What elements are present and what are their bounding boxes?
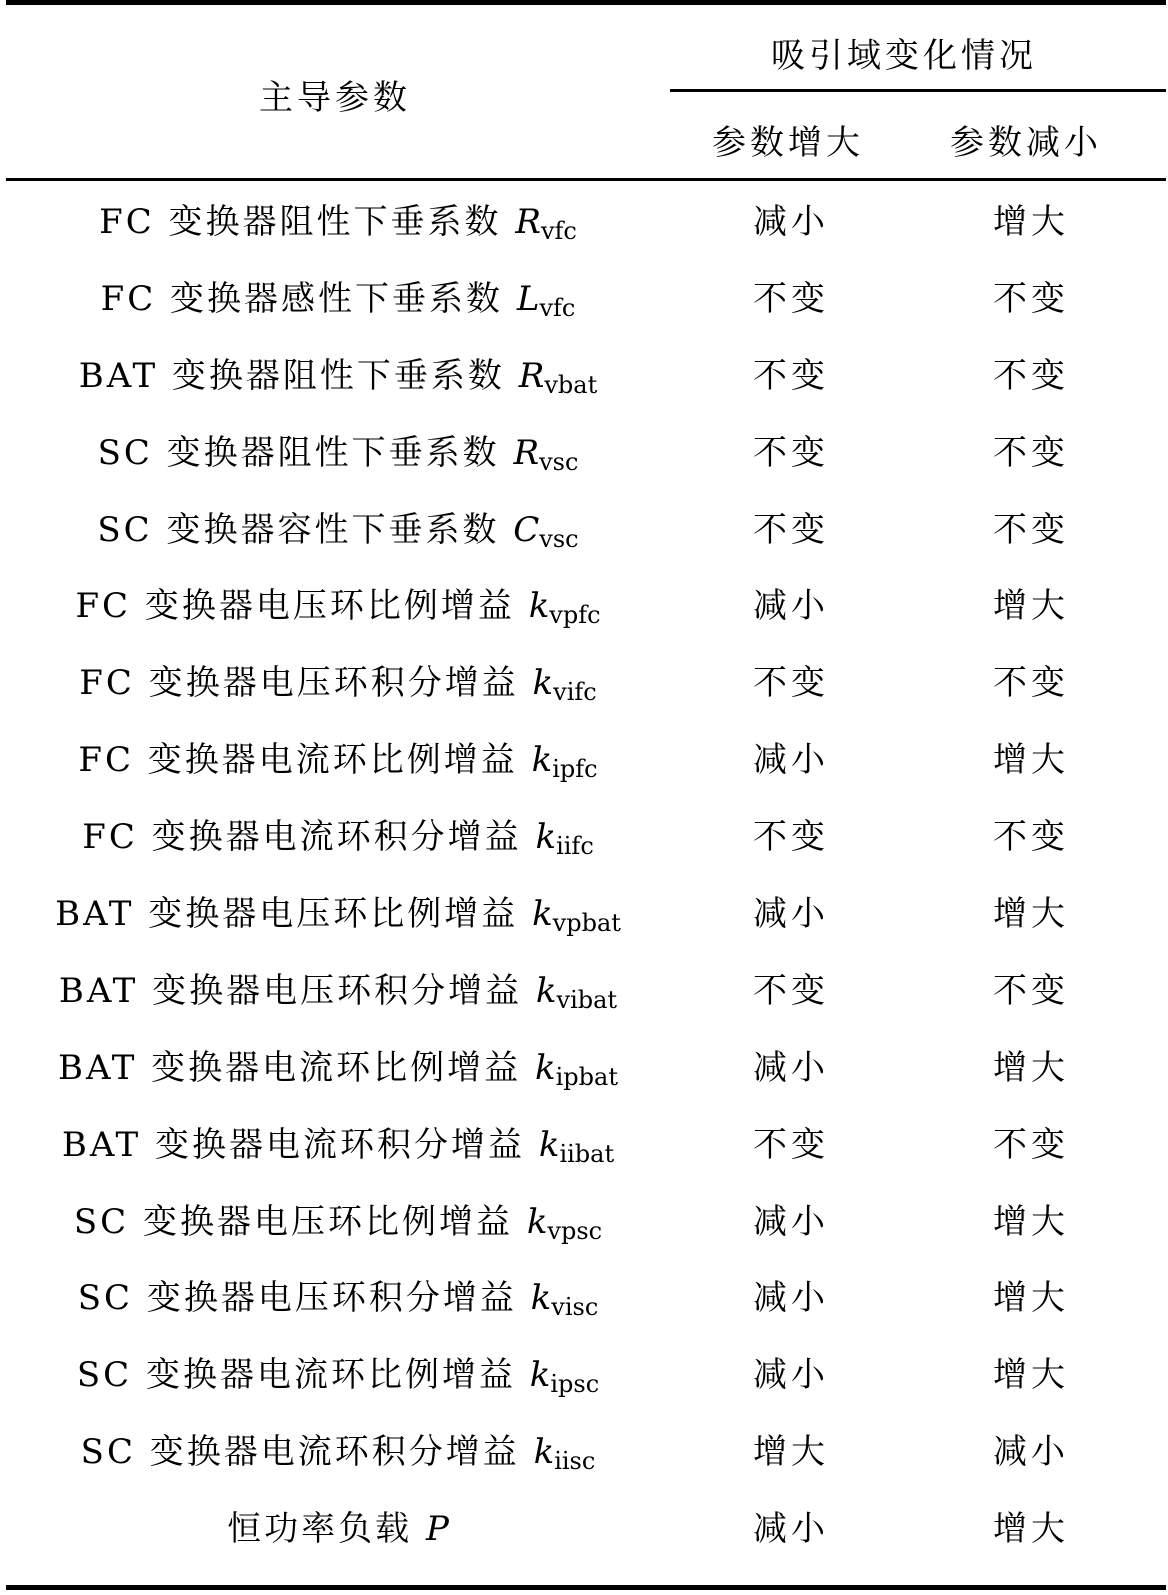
param-symbol: k: [533, 1432, 555, 1473]
param-name: SC 变换器阻性下垂系数: [97, 432, 514, 473]
table-row: [6, 722, 1166, 799]
param-name: BAT 变换器电流环积分增益: [61, 1124, 539, 1165]
decrease-effect-cell: 增大: [993, 1201, 1069, 1242]
decrease-effect-cell: 不变: [993, 970, 1069, 1011]
table-row: [6, 1184, 1166, 1261]
param-symbol: k: [538, 1124, 560, 1165]
param-subscript: vpbat: [552, 909, 621, 938]
param-name-cell: [6, 568, 670, 645]
param-name: 恒功率负载: [227, 1509, 426, 1550]
increase-effect-cell: 不变: [753, 432, 829, 473]
param-subscript: ipsc: [550, 1370, 600, 1399]
param-subscript: vibat: [556, 985, 618, 1014]
decrease-effect-cell: 增大: [993, 1355, 1069, 1396]
param-name: FC 变换器电流环积分增益: [82, 817, 536, 858]
decrease-effect-cell: 不变: [993, 278, 1069, 319]
param-name-cell: [6, 261, 670, 338]
param-name: SC 变换器电流环积分增益: [80, 1432, 534, 1473]
param-name-cell: [6, 1260, 670, 1337]
decrease-effect-cell: 增大: [993, 202, 1069, 242]
param-name-cell: [6, 492, 670, 569]
param-name: FC 变换器感性下垂系数: [100, 278, 517, 319]
table-row: [6, 1260, 1166, 1337]
param-symbol: k: [532, 894, 553, 935]
increase-effect-cell: 不变: [753, 817, 829, 858]
increase-effect-cell: 减小: [753, 1278, 829, 1319]
increase-effect-cell: 减小: [753, 1509, 829, 1550]
decrease-effect-cell: 不变: [993, 1124, 1069, 1165]
decrease-effect-cell: 增大: [993, 894, 1069, 935]
increase-effect-cell: 减小: [753, 894, 829, 935]
decrease-effect-cell: 不变: [993, 355, 1069, 396]
param-subscript: ipfc: [552, 755, 598, 784]
param-symbol: R: [518, 355, 545, 396]
bottom-rule: [6, 1585, 1166, 1590]
table-row: [6, 415, 1166, 492]
param-subscript: ipbat: [555, 1062, 618, 1091]
table-row: [6, 568, 1166, 645]
param-subscript: vpsc: [547, 1216, 603, 1245]
param-subscript: vpfc: [549, 601, 601, 630]
param-name-cell: [6, 1414, 670, 1491]
param-name-cell: [6, 1491, 670, 1568]
increase-effect-cell: 增大: [753, 1432, 829, 1473]
param-name: SC 变换器电压环积分增益: [77, 1278, 531, 1319]
param-name-cell: [6, 1030, 670, 1107]
decrease-effect-cell: 增大: [993, 740, 1069, 781]
param-symbol: k: [529, 1355, 551, 1396]
param-name: SC 变换器电压环比例增益: [73, 1201, 527, 1242]
param-symbol: k: [535, 817, 557, 858]
param-symbol: L: [516, 278, 540, 319]
table-row: [6, 492, 1166, 569]
param-name-cell: [6, 722, 670, 799]
param-name: BAT 变换器电压环比例增益: [55, 894, 533, 935]
param-subscript: vsc: [539, 524, 579, 553]
param-name-cell: [6, 1107, 670, 1184]
increase-effect-cell: 减小: [753, 1047, 829, 1088]
table-row: [6, 645, 1166, 722]
param-name-cell: [6, 799, 670, 876]
table-row: [6, 184, 1166, 261]
header-bottom-rule: [6, 178, 1166, 181]
param-symbol: k: [535, 970, 557, 1011]
decrease-effect-cell: 不变: [993, 509, 1069, 550]
param-name: SC 变换器电流环比例增益: [76, 1355, 530, 1396]
table-row: [6, 338, 1166, 415]
decrease-effect-cell: 增大: [993, 1278, 1069, 1319]
increase-effect-cell: 不变: [753, 355, 829, 396]
param-name: FC 变换器阻性下垂系数: [99, 202, 516, 242]
decrease-effect-cell: 增大: [993, 1047, 1069, 1088]
increase-effect-cell: 减小: [753, 1355, 829, 1396]
param-name-cell: [6, 415, 670, 492]
param-subscript: iifc: [556, 832, 594, 861]
decrease-effect-cell: 减小: [993, 1432, 1069, 1473]
param-symbol: k: [526, 1201, 548, 1242]
increase-effect-cell: 减小: [753, 1201, 829, 1242]
param-symbol: R: [513, 432, 540, 473]
header-group: 吸引域变化情况: [771, 36, 1037, 76]
table-row: [6, 876, 1166, 953]
header-param: 主导参数: [259, 78, 411, 118]
table-row: [6, 1414, 1166, 1491]
param-symbol: k: [531, 740, 553, 781]
group-header-rule: [670, 89, 1166, 92]
increase-effect-cell: 减小: [753, 586, 829, 627]
param-subscript: iisc: [554, 1447, 596, 1476]
header-decrease: 参数减小: [950, 123, 1102, 163]
param-subscript: visc: [551, 1293, 599, 1322]
table-row: [6, 1030, 1166, 1107]
param-subscript: iibat: [559, 1139, 615, 1168]
table-body: [6, 184, 1166, 1568]
param-name-cell: [6, 1184, 670, 1261]
param-subscript: vfc: [539, 293, 576, 322]
param-name-cell: [6, 645, 670, 722]
increase-effect-cell: 减小: [753, 202, 829, 242]
parameter-table: [6, 0, 1166, 1595]
decrease-effect-cell: 不变: [993, 432, 1069, 473]
increase-effect-cell: 不变: [753, 970, 829, 1011]
param-subscript: vsc: [539, 447, 579, 476]
param-name: FC 变换器电压环比例增益: [75, 586, 529, 627]
increase-effect-cell: 不变: [753, 278, 829, 319]
increase-effect-cell: 不变: [753, 663, 829, 704]
param-symbol: k: [530, 1278, 552, 1319]
decrease-effect-cell: 不变: [993, 817, 1069, 858]
table-row: [6, 261, 1166, 338]
param-name: FC 变换器电压环积分增益: [79, 663, 533, 704]
param-name: BAT 变换器阻性下垂系数: [78, 355, 519, 396]
decrease-effect-cell: 增大: [993, 586, 1069, 627]
param-name: FC 变换器电流环比例增益: [78, 740, 532, 781]
param-subscript: vfc: [540, 217, 577, 245]
increase-effect-cell: 减小: [753, 740, 829, 781]
param-symbol: k: [532, 663, 554, 704]
param-subscript: vifc: [553, 678, 597, 707]
param-symbol: P: [425, 1509, 449, 1550]
decrease-effect-cell: 增大: [993, 1509, 1069, 1550]
decrease-effect-cell: 不变: [993, 663, 1069, 704]
param-symbol: k: [535, 1047, 556, 1088]
param-symbol: k: [528, 586, 550, 627]
param-symbol: C: [513, 509, 540, 550]
increase-effect-cell: 不变: [753, 509, 829, 550]
param-name: SC 变换器容性下垂系数: [97, 509, 514, 550]
table-row: [6, 799, 1166, 876]
param-name: BAT 变换器电压环积分增益: [58, 970, 536, 1011]
table-row: [6, 953, 1166, 1030]
increase-effect-cell: 不变: [753, 1124, 829, 1165]
table-row: [6, 1491, 1166, 1568]
param-name-cell: [6, 876, 670, 953]
table-row: [6, 1107, 1166, 1184]
param-symbol: R: [515, 202, 541, 242]
param-name-cell: [6, 1337, 670, 1414]
param-subscript: vbat: [544, 370, 598, 399]
param-name-cell: [6, 338, 670, 415]
param-name-cell: [6, 953, 670, 1030]
table-row: [6, 1337, 1166, 1414]
param-name-cell: [6, 184, 670, 261]
top-rule: [6, 0, 1166, 5]
header-increase: 参数增大: [712, 123, 864, 163]
param-name: BAT 变换器电流环比例增益: [58, 1047, 535, 1088]
